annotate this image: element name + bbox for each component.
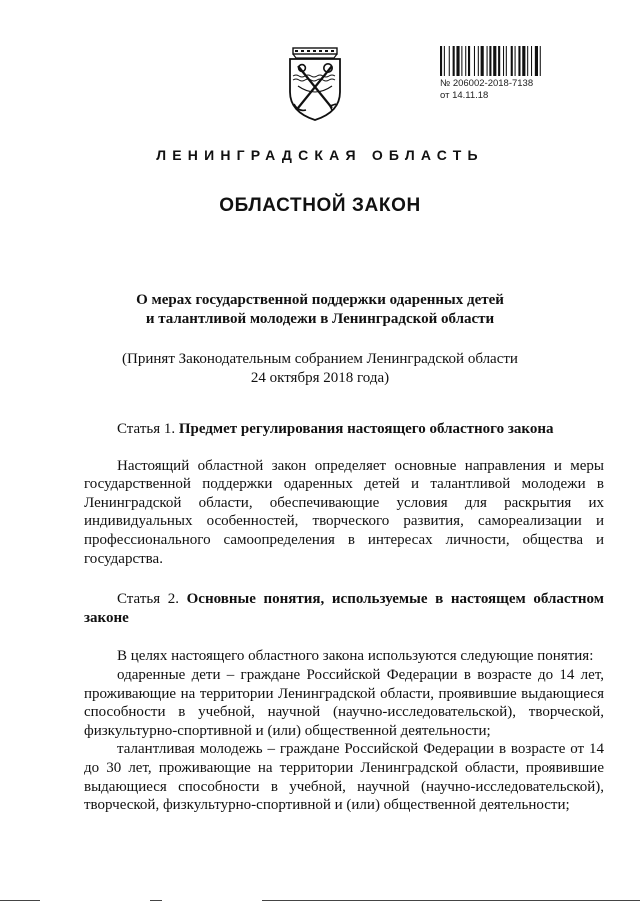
article-title: Основные понятия, используемые в настоящем областном законе bbox=[84, 591, 604, 626]
registration-date: от 14.11.18 bbox=[440, 90, 489, 101]
article-1-heading bbox=[84, 420, 604, 439]
adoption-note-line: 24 октября 2018 года) bbox=[250, 370, 390, 386]
article-1-text: Настоящий областной закон определяет основные направления и меры государственной поддержки одаренных детей и талантливой молодежи в Ленинградской области, обеспечивающие условия для раскрытия их индивидуальных особенностей, творческого развития, самореализации и профессионального самоопределения в интересах личности, общества и государства. bbox=[84, 457, 604, 567]
registration-number: № 206002-2018-7138 bbox=[440, 78, 534, 89]
scan-edge-line bbox=[262, 900, 640, 901]
document-body bbox=[84, 420, 604, 815]
article-2-heading bbox=[84, 590, 604, 627]
article-2-definition: талантливая молодежь – граждане Российской Федерации в возрасте от 14 до 30 лет, проживающие на территории Ленинградской области, проявившие выдающиеся способности в учебной, научной (научно-исследовательской), творческой, физкультурно-спортивной и (или) общественной деятельности; bbox=[84, 741, 604, 814]
article-number: Статья 2. bbox=[117, 591, 179, 608]
region-heading: ЛЕНИНГРАДСКАЯ ОБЛАСТЬ bbox=[156, 147, 484, 163]
article-2-intro: В целях настоящего областного закона используются следующие понятия: bbox=[117, 648, 594, 665]
law-title-line: и талантливой молодежи в Ленинградской области bbox=[145, 311, 495, 327]
adoption-note bbox=[0, 350, 640, 388]
coat-of-arms-icon bbox=[284, 46, 346, 122]
article-number: Статья 1. bbox=[117, 421, 176, 437]
law-type-heading: ОБЛАСТНОЙ ЗАКОН bbox=[219, 195, 421, 216]
scan-edge-line bbox=[150, 900, 162, 901]
registration-block bbox=[440, 46, 580, 102]
article-title: Предмет регулирования настоящего областного закона bbox=[178, 421, 554, 437]
law-title bbox=[0, 291, 640, 329]
law-title-line: О мерах государственной поддержки одаренных детей bbox=[136, 292, 504, 308]
barcode-icon bbox=[440, 46, 576, 76]
article-2-definition: одаренные дети – граждане Российской Федерации в возрасте до 14 лет, проживающие на территории Ленинградской области, проявившие выдающиеся способности в учебной, научной (научно-исследовательской), творческой, физкультурно-спортивной и (или) общественной деятельности; bbox=[84, 666, 604, 739]
scan-edge-line bbox=[0, 900, 40, 901]
adoption-note-line: (Принят Законодательным собранием Ленинградской области bbox=[122, 351, 518, 367]
